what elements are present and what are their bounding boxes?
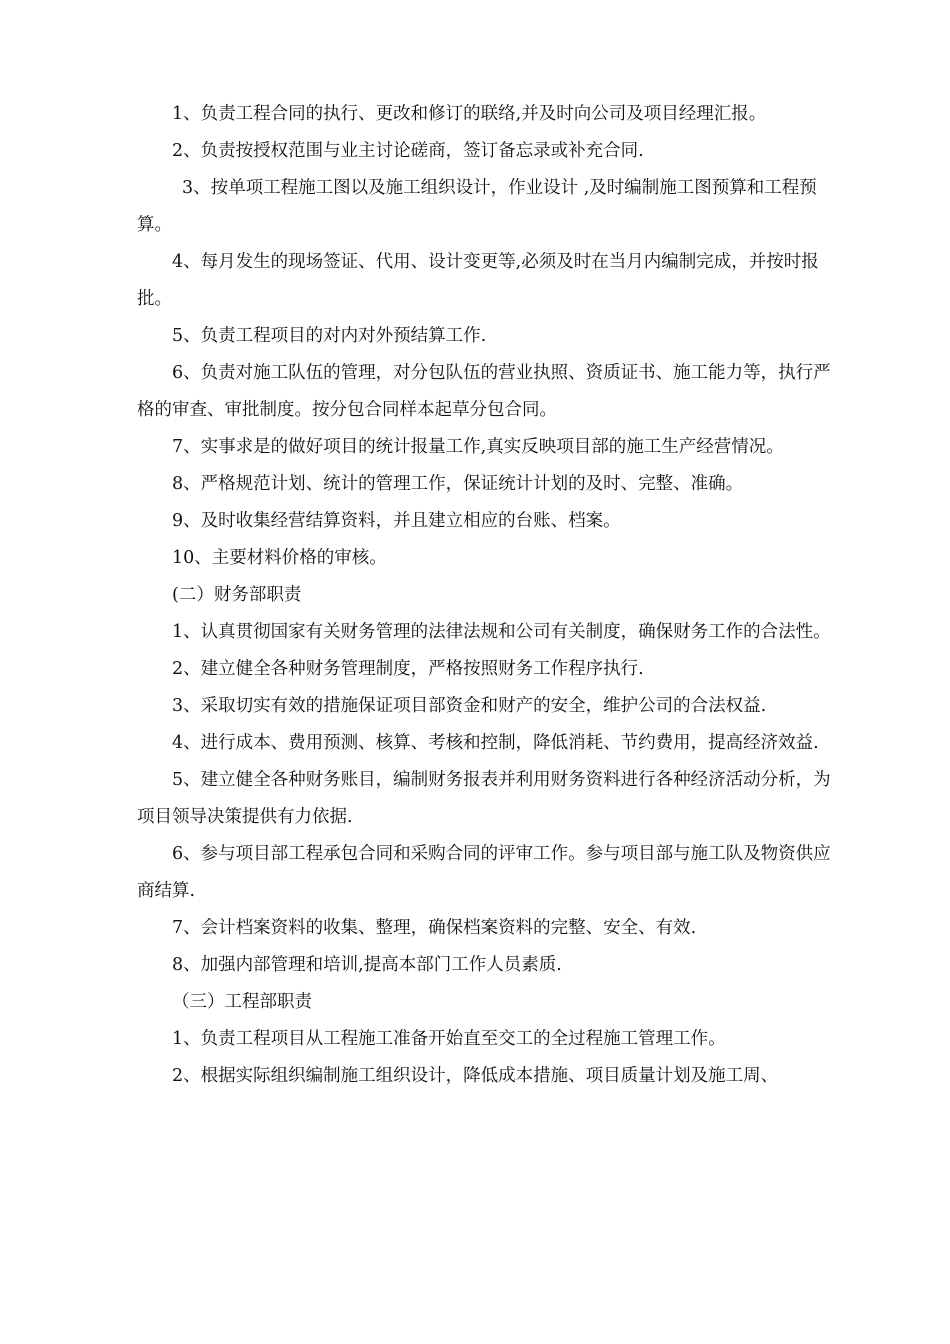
paragraph-finance-3: 3、采取切实有效的措施保证项目部资金和财产的安全，维护公司的合法权益.	[172, 696, 767, 716]
paragraph-contract-7: 7、实事求是的做好项目的统计报量工作,真实反映项目部的施工生产经营情况。	[172, 437, 784, 457]
section-heading-engineering: （三）工程部职责	[172, 992, 312, 1012]
paragraph-contract-2: 2、负责按授权范围与业主讨论磋商，签订备忘录或补充合同.	[172, 141, 644, 161]
section-heading-finance: (二）财务部职责	[172, 585, 302, 605]
paragraph-contract-9: 9、及时收集经营结算资料，并且建立相应的台账、档案。	[172, 511, 621, 531]
paragraph-contract-10: 10、主要材料价格的审核。	[172, 548, 387, 568]
paragraph-contract-5: 5、负责工程项目的对内对外预结算工作.	[172, 326, 487, 346]
paragraph-finance-6: 6、参与项目部工程承包合同和采购合同的评审工作。参与项目部与施工队及物资供应商结算.	[137, 844, 831, 901]
paragraph-engineering-1: 1、负责工程项目从工程施工准备开始直至交工的全过程施工管理工作。	[172, 1029, 726, 1049]
paragraph-contract-4: 4、每月发生的现场签证、代用、设计变更等,必须及时在当月内编制完成，并按时报批。	[137, 252, 819, 309]
paragraph-finance-5: 5、建立健全各种财务账目，编制财务报表并利用财务资料进行各种经济活动分析，为项目领导决策提供有力依据.	[137, 770, 831, 827]
paragraph-finance-8: 8、加强内部管理和培训,提高本部门工作人员素质.	[172, 955, 562, 975]
paragraph-contract-3: 3、按单项工程施工图以及施工组织设计，作业设计 ,及时编制施工图预算和工程预算。	[137, 178, 817, 235]
paragraph-contract-6: 6、负责对施工队伍的管理，对分包队伍的营业执照、资质证书、施工能力等，执行严格的审查、审批制度。按分包合同样本起草分包合同。	[137, 363, 831, 420]
paragraph-contract-1: 1、负责工程合同的执行、更改和修订的联络,并及时向公司及项目经理汇报。	[172, 104, 767, 124]
document-body	[137, 96, 837, 1095]
paragraph-contract-8: 8、严格规范计划、统计的管理工作，保证统计计划的及时、完整、准确。	[172, 474, 744, 494]
paragraph-engineering-2: 2、根据实际组织编制施工组织设计，降低成本措施、项目质量计划及施工周、	[172, 1066, 779, 1086]
paragraph-finance-1: 1、认真贯彻国家有关财务管理的法律法规和公司有关制度，确保财务工作的合法性。	[172, 622, 831, 642]
paragraph-finance-4: 4、进行成本、费用预测、核算、考核和控制，降低消耗、节约费用，提高经济效益.	[172, 733, 819, 753]
paragraph-finance-2: 2、建立健全各种财务管理制度，严格按照财务工作程序执行.	[172, 659, 644, 679]
paragraph-finance-7: 7、会计档案资料的收集、整理，确保档案资料的完整、安全、有效.	[172, 918, 697, 938]
